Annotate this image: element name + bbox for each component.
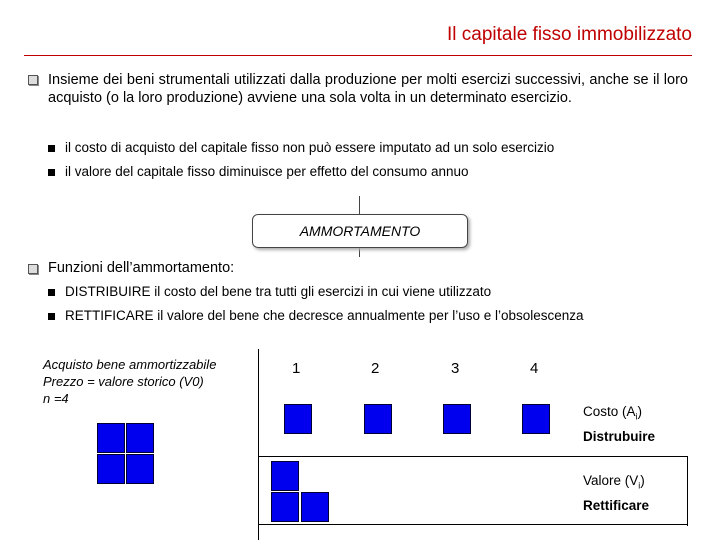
ammortamento-box <box>252 214 468 248</box>
row-label-costo <box>583 402 655 447</box>
example-line-2: Prezzo = valore storico (V0) <box>43 374 204 389</box>
column-number-3: 3 <box>451 360 460 377</box>
connector-line-top <box>359 196 360 214</box>
section1-bullet-2-text: il valore del capitale fisso diminuisce per effetto del consumo annuo <box>65 164 469 179</box>
asset-square <box>97 454 125 484</box>
section1-bullet-1-text: il costo di acquisto del capitale fisso non può essere imputato ad un solo esercizio <box>65 140 555 155</box>
value-square-top <box>271 461 299 491</box>
value-square-bottom-left <box>271 492 299 522</box>
square-bullet-icon <box>48 289 55 296</box>
slide-title: Il capitale fisso immobilizzato <box>447 24 692 45</box>
asset-square <box>126 423 154 453</box>
square-bullet-icon <box>48 169 55 176</box>
title-underline <box>24 55 692 56</box>
valore-label-sub: i <box>638 480 641 491</box>
checkbox-bullet-icon <box>28 75 38 85</box>
connector-line-bottom <box>359 247 360 257</box>
table-grid-bottom-line <box>258 456 688 457</box>
column-number-1: 1 <box>292 360 301 377</box>
value-square-bottom-right <box>301 492 329 522</box>
rettificare-label: Rettificare <box>583 497 650 513</box>
table-grid-left <box>258 349 259 540</box>
column-number-2: 2 <box>371 360 380 377</box>
column-number-4: 4 <box>530 360 539 377</box>
costo-label-sub: i <box>635 411 638 422</box>
section2-bullet-2-text: RETTIFICARE il valore del bene che decresce annualmente per l’uso e l’obsolescenza <box>65 308 584 323</box>
costo-label-end: ) <box>637 404 643 419</box>
example-line-3: n =4 <box>43 391 69 406</box>
table-grid-base <box>258 524 688 525</box>
example-line-1: Acquisto bene ammortizzabile <box>43 357 217 372</box>
section1-paragraph: Insieme dei beni strumentali utilizzati dalla produzione per molti esercizi successivi, anche se il loro acquisto (o la loro produzione) avviene una sola volta in un determinato esercizio. <box>48 72 688 106</box>
row-label-valore <box>583 471 649 516</box>
table-grid-right <box>687 456 688 526</box>
section1-bullet-1 <box>48 139 554 157</box>
asset-square <box>97 423 125 453</box>
example-description <box>43 356 216 407</box>
ammortamento-label: AMMORTAMENTO <box>299 223 421 239</box>
checkbox-bullet-icon <box>28 264 38 274</box>
section2-bullet-1 <box>48 283 491 301</box>
valore-label: Valore (V <box>583 473 639 488</box>
cost-square-col3 <box>443 404 471 434</box>
cost-square-col4 <box>522 404 550 434</box>
square-bullet-icon <box>48 313 55 320</box>
section2-bullet-2 <box>48 307 584 325</box>
section2-heading: Funzioni dell’ammortamento: <box>48 260 235 276</box>
section2-bullet-1-text: DISTRIBUIRE il costo del bene tra tutti gli esercizi in cui viene utilizzato <box>65 284 492 299</box>
valore-label-end: ) <box>640 473 645 488</box>
costo-label: Costo (A <box>583 404 636 419</box>
square-bullet-icon <box>48 145 55 152</box>
cost-square-col1 <box>284 404 312 434</box>
section1-bullet-2 <box>48 163 468 181</box>
asset-square <box>126 454 154 484</box>
cost-square-col2 <box>364 404 392 434</box>
distribuire-label: Distrubuire <box>583 428 656 444</box>
